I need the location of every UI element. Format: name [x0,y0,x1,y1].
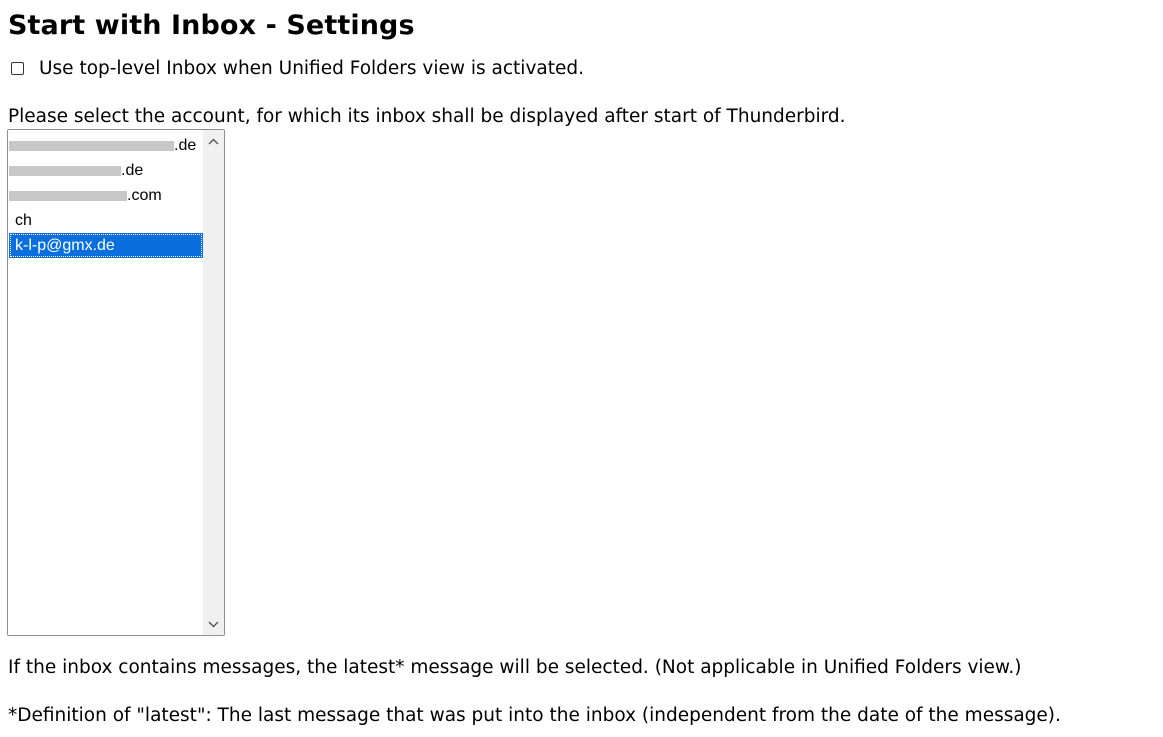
account-list [9,133,203,258]
chevron-down-icon [208,621,219,628]
page-title: Start with Inbox - Settings [8,10,415,41]
redacted-text [9,191,127,201]
account-item[interactable] [9,133,203,158]
chevron-up-icon [208,138,219,145]
redacted-text [9,166,121,176]
latest-message-note: If the inbox contains messages, the latest* message will be selected. (Not applicable in Unified Folders view.) [8,657,1022,678]
account-listbox[interactable] [7,129,225,636]
unified-inbox-checkbox[interactable] [11,62,24,75]
unified-inbox-label[interactable]: Use top-level Inbox when Unified Folders view is activated. [39,57,584,79]
listbox-scrollbar[interactable] [203,130,224,635]
account-item-text: .de [121,162,144,179]
account-item-text: .com [127,187,162,204]
account-item[interactable] [9,158,203,183]
account-item-text: k-l-p@gmx.de [15,237,115,254]
account-item-text: ch [15,212,32,229]
account-select-prompt: Please select the account, for which its inbox shall be displayed after start of Thunderbird. [8,106,846,127]
account-item-selected[interactable] [9,233,203,258]
account-item[interactable] [9,208,203,233]
account-item[interactable] [9,183,203,208]
scroll-up-button[interactable] [203,132,224,150]
account-item-text: .de [174,137,197,154]
redacted-text [9,141,174,151]
scroll-down-button[interactable] [203,615,224,633]
unified-folders-option[interactable] [11,56,584,80]
latest-definition-note: *Definition of "latest": The last message that was put into the inbox (independent from the date of the message). [8,705,1061,726]
